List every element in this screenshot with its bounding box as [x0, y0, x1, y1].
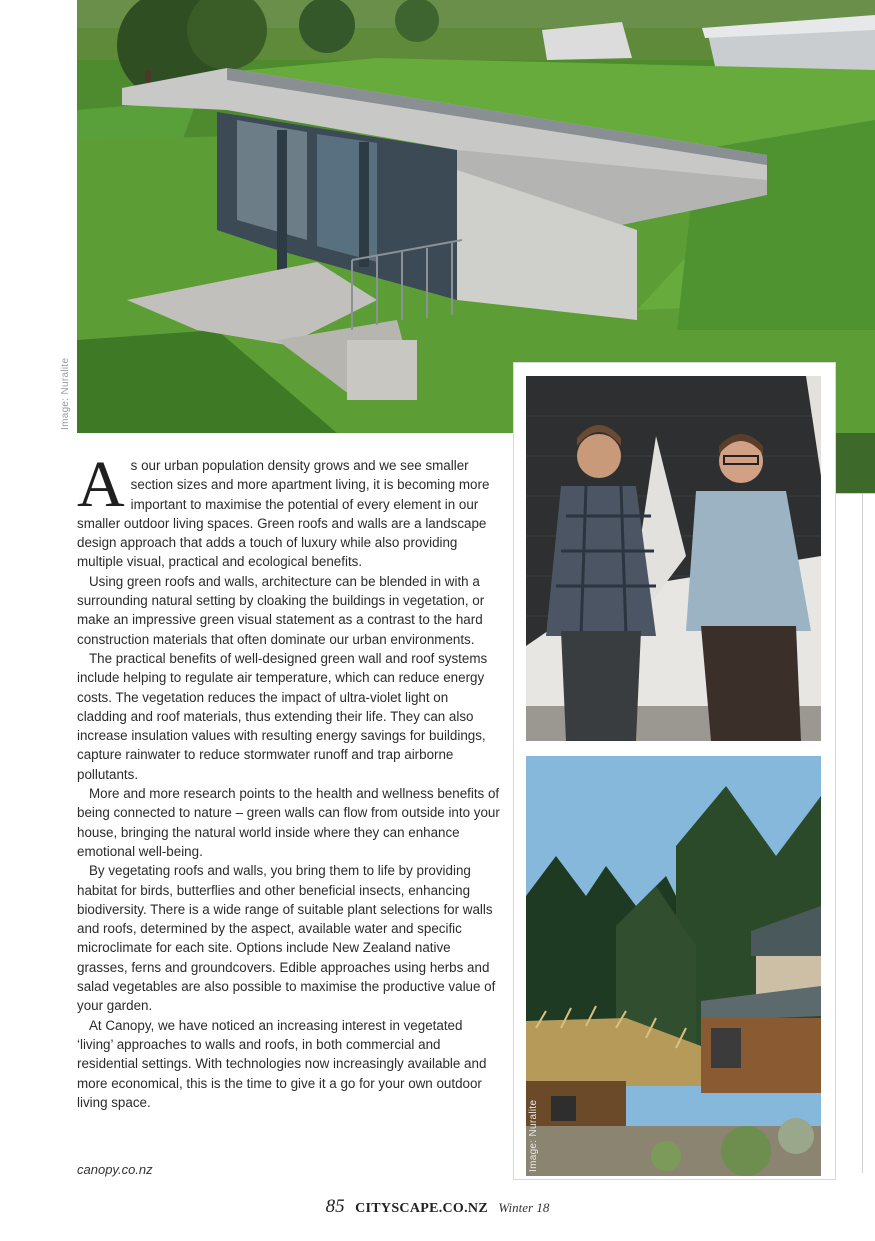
article-paragraph-2: Using green roofs and walls, architecture can be blended in with a surrounding natural setting by cloaking the buildings in vegetation, or make an impressive green visual statement as a contrast to the hard construction materials that often dominate our urban environments.	[77, 573, 485, 647]
website-link[interactable]: canopy.co.nz	[77, 1162, 153, 1177]
divider	[833, 493, 875, 494]
divider	[862, 493, 863, 1173]
article-paragraph-4: More and more research points to the health and wellness benefits of being connected to nature – green walls can flow from outside into your house, bringing the natural world inside where they can enhance emotional well-being.	[77, 786, 500, 859]
hero-photo-overhang	[834, 433, 875, 493]
drop-cap: A	[77, 448, 125, 521]
article-paragraph-6: At Canopy, we have noticed an increasing interest in vegetated ‘living’ approaches to walls and roofs, in both commercial and residential settings. With technologies now increasingly available and more economical, this is the time to give it a go for your own outdoor living space.	[77, 1017, 487, 1110]
magazine-name: CITYSCAPE.CO.NZ	[355, 1201, 488, 1216]
issue-label: Winter 18	[498, 1200, 550, 1215]
house-with-grass-roof-photo	[526, 756, 821, 1176]
article-paragraph-1: As our urban population density grows and we see smaller section sizes and more apartment living, it is becoming more important to maximise the potential of every element in our smaller outdoor living spaces. Green roofs and walls are a landscape design approach that adds a touch of luxury while also providing multiple visual, practical and ecological benefits.	[77, 448, 490, 570]
article-paragraph-3: The practical benefits of well-designed green wall and roof systems include helping to regulate air temperature, which can reduce energy costs. The vegetation reduces the impact of ultra-violet light on cladding and roof materials, thus extending their life. They can also increase insulation values with resulting energy savings for buildings, capture rainwater to reduce stormwater runoff and trap airborne pollutants.	[77, 650, 488, 782]
page-number: 85	[325, 1196, 345, 1217]
garden-photo-credit: Image: Nuralite	[528, 1099, 539, 1172]
hero-photo-credit: Image: Nuralite	[60, 357, 71, 430]
article-body	[77, 448, 501, 1112]
two-men-in-front-of-wall-photo	[526, 376, 821, 741]
page-footer	[0, 1196, 875, 1218]
article-paragraph-5: By vegetating roofs and walls, you bring them to life by providing habitat for birds, butterflies and other beneficial insects, enhancing biodiversity. There is a wide range of suitable plant selections for walls and roofs, determined by the aspect, available water and specific microclimate for each site. Options include New Zealand native grasses, ferns and groundcovers. Edible approaches using herbs and salad vegetables are also possible to maximise the productive value of your garden.	[77, 863, 496, 1014]
